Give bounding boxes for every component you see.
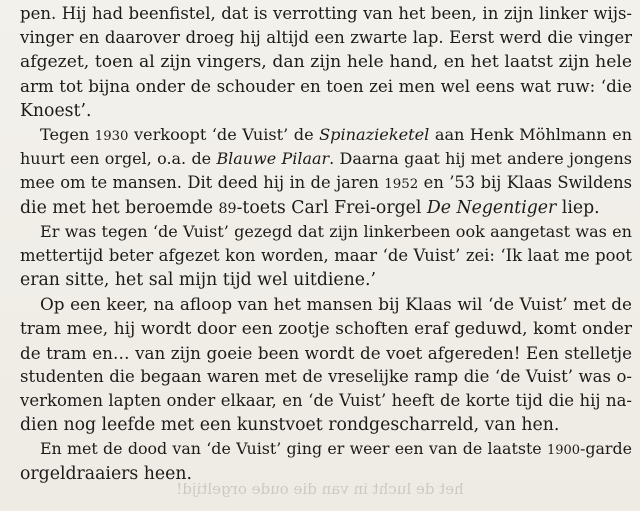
text-line: orgeldraaiers heen. [20, 463, 192, 484]
text-line: arm tot bijna onder de schouder en toen zei men wel eens wat ruw: ‘die [20, 76, 632, 96]
text-line: huurt een orgel, o.a. de Blauwe Pilaar. Daarna gaat hij met andere jongens [20, 149, 632, 169]
text-line: Er was tegen ‘de Vuist’ gezegd dat zijn linkerbeen ook aangetast was en [40, 221, 632, 241]
text-line: mee om te mansen. Dit deed hij in de jaren 1952 en ’53 bij Klaas Swildens [20, 173, 632, 193]
text-line: dien nog leefde met een kunstvoet rondgescharreld, van hen. [20, 415, 560, 436]
text-line: Op een keer, na afloop van het mansen bij Klaas wil ‘de Vuist’ met de [40, 294, 632, 315]
text-line: de tram en… van zijn goeie been wordt de voet afgereden! Een stelletje [20, 342, 632, 363]
text-line: afgezet, toen al zijn vingers, dan zijn hele hand, en het laatst zijn hele [20, 52, 632, 73]
paragraph-5 [20, 437, 632, 485]
paragraph-4 [20, 292, 632, 437]
text-line: vinger en daarover droeg hij altijd een zwarte lap. Eerst werd die vinger [20, 28, 632, 48]
text-line: studenten die begaan waren met de vreselijke ramp die ‘de Vuist’ was o- [20, 366, 632, 386]
text-line: pen. Hij had beenfistel, dat is verrotting van het been, in zijn linker wijs- [20, 4, 632, 23]
text-line: mettertijd beter afgezet kon worden, maar ‘de Vuist’ zei: ‘Ik laat me poot [20, 245, 632, 265]
text-line: tram mee, hij wordt door een zootje schoften eraf geduwd, komt onder [20, 318, 632, 339]
text-line: Knoest’. [20, 100, 92, 121]
text-line: verkomen lapten onder elkaar, en ‘de Vuist’ heeft de korte tijd die hij na- [20, 391, 632, 410]
body-text [20, 2, 632, 486]
bleed-through-text: het de lucht in van die oude orgeltijd! [176, 480, 464, 498]
text-line: En met de dood van ‘de Vuist’ ging er weer een van de laatste 1900-garde [40, 439, 632, 459]
paragraph-3 [20, 220, 632, 293]
paragraph-1 [20, 2, 632, 123]
text-line: eran sitte, het sal mijn tijd wel uitdiene.’ [20, 270, 376, 291]
text-line: die met het beroemde 89-toets Carl Frei-orgel De Negentiger liep. [20, 197, 600, 218]
text-line: Tegen 1930 verkoopt ‘de Vuist’ de Spinazieketel aan Henk Möhlmann en [40, 124, 632, 144]
paragraph-2 [20, 123, 632, 220]
